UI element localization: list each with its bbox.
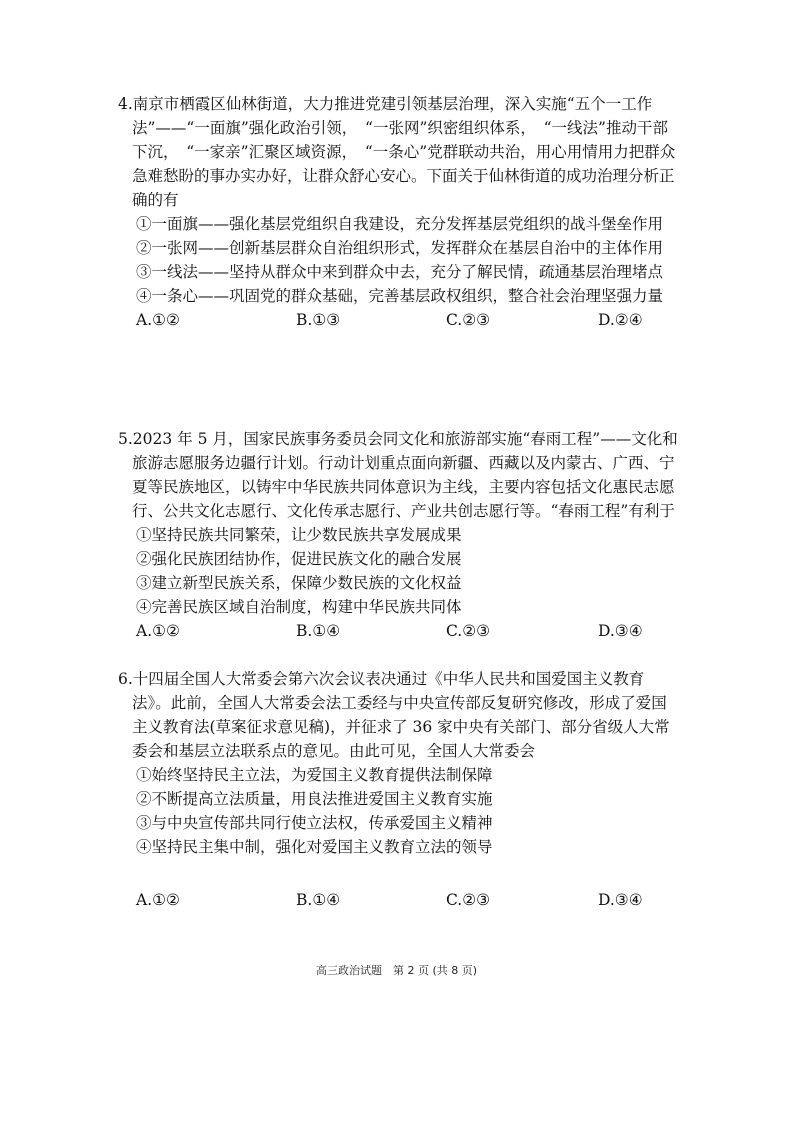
option-item: ③一线法——坚持从群众中来到群众中去，充分了解民情，疏通基层治理堵点 [136,263,664,281]
choice-a[interactable]: A.①② [136,311,180,329]
question-4 [118,92,678,332]
choice-a[interactable]: A.①② [136,622,180,640]
choice-c[interactable]: C.②③ [446,311,491,329]
question-5 [118,427,678,643]
option-item: ④完善民族区域自治制度，构建中华民族共同体 [136,598,462,616]
option-item: ①始终坚持民主立法，为爱国主义教育提供法制保障 [136,766,493,784]
answer-choices [136,619,678,643]
option-item: ④坚持民主集中制，强化对爱国主义教育立法的领导 [136,838,493,856]
option-item: ①坚持民族共同繁荣，让少数民族共享发展成果 [136,526,462,544]
answer-choices [136,888,678,912]
choice-b[interactable]: B.①④ [296,622,341,640]
choice-d[interactable]: D.③④ [598,891,643,909]
answer-choices [136,308,678,332]
option-item: ③建立新型民族关系，保障少数民族的文化权益 [136,574,462,592]
choice-b[interactable]: B.①④ [296,891,341,909]
option-item: ②强化民族团结协作，促进民族文化的融合发展 [136,550,462,568]
option-item: ④一条心——巩固党的群众基础，完善基层政权组织，整合社会治理坚强力量 [136,287,664,305]
choice-b[interactable]: B.①③ [296,311,341,329]
option-item: ②一张网——创新基层群众自治组织形式，发挥群众在基层自治中的主体作用 [136,239,664,257]
choice-d[interactable]: D.③④ [598,622,643,640]
option-item: ①一面旗——强化基层党组织自我建设，充分发挥基层党组织的战斗堡垒作用 [136,215,664,233]
choice-c[interactable]: C.②③ [446,622,491,640]
question-stem: 5.2023 年 5 月，国家民族事务委员会同文化和旅游部实施“春雨工程”——文化和旅游志愿服务边疆行计划。行动计划重点面向新疆、西藏以及内蒙古、广西、宁夏等民族地区，以铸牢中华民族共同体意识为主线，主要内容包括文化惠民志愿行、公共文化志愿行、文化传承志愿行、产业共创志愿行等。“春雨工程”有利于 [118,430,678,520]
option-item: ③与中央宣传部共同行使立法权，传承爱国主义精神 [136,814,493,832]
choice-a[interactable]: A.①② [136,891,180,909]
question-6-choices-block [118,888,678,912]
choice-d[interactable]: D.②④ [598,311,643,329]
question-6 [118,667,678,859]
page-footer: 高三政治试题 第 2 页 (共 8 页) [315,964,478,977]
question-stem: 6.十四届全国人大常委会第六次会议表决通过《中华人民共和国爱国主义教育法》。此前，全国人大常委会法工委经与中央宣传部反复研究修改，形成了爱国主义教育法(草案征求意见稿)，并征求了 36 家中央有关部门、部分省级人大常委会和基层立法联系点的意见。由此可见，全国人大常委会 [118,670,670,760]
choice-c[interactable]: C.②③ [446,891,491,909]
question-stem: 4.南京市栖霞区仙林街道，大力推进党建引领基层治理，深入实施“五个一工作法”——“一面旗”强化政治引领， “一张网”织密组织体系， “一线法”推动干部下沉， “一家亲”汇聚区域资源， “一条心”党群联动共治，用心用情用力把群众急难愁盼的事办实办好，让群众舒心安心。下面关于仙林街道的成功治理分析正确的有 [118,95,676,209]
option-item: ②不断提高立法质量，用良法推进爱国主义教育实施 [136,790,493,808]
